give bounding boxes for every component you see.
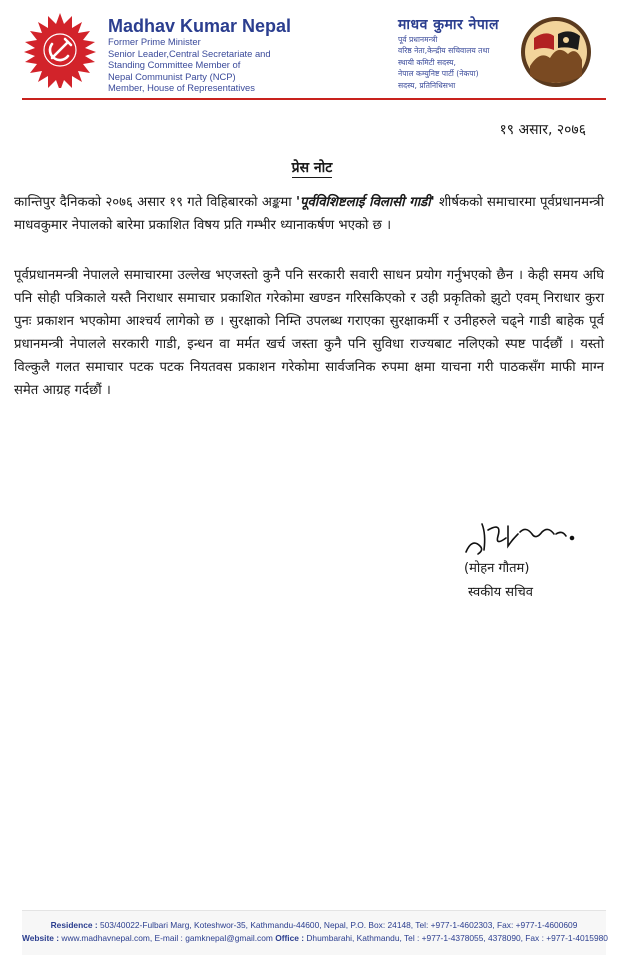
title-line-nepali: स्थायी कमिटी सदस्य, (398, 57, 456, 67)
website-label: Website : (22, 933, 60, 943)
title-line-nepali: सदस्य, प्रतिनिधिसभा (398, 80, 456, 90)
letterhead-nepali (398, 16, 518, 91)
title-line: Nepal Communist Party (NCP) (108, 70, 236, 82)
paragraph-1 (14, 191, 604, 237)
footer-residence (22, 919, 606, 932)
letterhead-english (108, 16, 348, 94)
signature-icon (462, 516, 582, 558)
title-line-nepali: नेपाल कम्युनिष्ट पार्टी (नेकपा) (398, 69, 479, 79)
footer (22, 910, 606, 955)
office-address: Dhumbarahi, Kathmandu, Tel : +977-1-4378055, 4378090, Fax : +977-1-4015980 (304, 933, 608, 943)
title-line-nepali: वरिष्ठ नेता,केन्द्रीय सचिवालय तथा (398, 46, 490, 56)
residence-label: Residence : (50, 920, 98, 930)
office-label: Office : (275, 933, 305, 943)
signatory-role: स्वकीय सचिव (468, 585, 533, 600)
paragraph-2: पूर्वप्रधानमन्त्री नेपालले समाचारमा उल्लेख भएजस्तो कुनै पनि सरकारी सवारी साधन प्रयोग गर्नुभएको छैन । केही समय अघि पनि सोही पत्रिकाले यस्तै निराधार समाचार प्रकाशित गरेकोमा खण्डन गरिसकिएको र उही प्रकृतिको झुटो एवम् निराधार कुरा पुनः प्रकाशन भएकोमा आश्चर्य लागेको छ । सुरक्षाको निम्ति उपलब्ध गराएका सुरक्षाकर्मी र उनीहरुले चढ्ने गाडी बाहेक पूर्व प्रधानमन्त्री नेपालले सरकारी गाडी, इन्धन वा मर्मत खर्च जस्ता कुनै पनि सुविधा राज्यबाट नलिएको स्पष्ट पार्दछौं । यस्तो विल्कुलै गलत समाचार पटक पटक नियतवस प्रकाशन गरेकोमा सार्वजनिक रुपमा क्षमा याचना गरी पाठकसँग माफी माग्न समेत आग्रह गर्दछौं । (14, 268, 604, 398)
document-title (0, 158, 624, 177)
signatory-name: (मोहन गौतम) (464, 561, 530, 576)
title-line: Member, House of Representatives (108, 82, 255, 94)
title-line: Former Prime Minister (108, 36, 201, 47)
news-headline: 'पूर्वविशिष्टलाई विलासी गाडी' (295, 195, 435, 210)
document-title-text: प्रेस नोट (291, 160, 333, 176)
letterhead (0, 0, 624, 100)
name-nepali: माधव कुमार नेपाल (398, 17, 499, 33)
title-line: Standing Committee Member of (108, 59, 241, 71)
party-emblem-icon (22, 12, 98, 88)
email-link[interactable]: gamknepal@gmail.com (185, 933, 273, 943)
title-line: Senior Leader,Central Secretariate and (108, 47, 271, 59)
paragraph-1-end: शीर्षकको समाचारमा पूर्वप्रधानमन्त्री माधवकुमार नेपालको बारेमा प्रकाशित विषय प्रति गम्भीर ध्यानाकर्षण भएको छ । (14, 195, 604, 233)
name-english: Madhav Kumar Nepal (108, 16, 292, 36)
footer-contact (22, 932, 606, 945)
header-divider (22, 98, 606, 100)
paragraph-1-start: कान्तिपुर दैनिकको २०७६ असार १९ गते विहिबारको अङ्कमा (14, 195, 296, 210)
date: १९ असार, २०७६ (499, 122, 586, 138)
title-line-nepali: पूर्व प्रधानमन्त्री (398, 35, 438, 44)
portrait-logo-icon (520, 16, 592, 88)
website-link[interactable]: www.madhavnepal.com, E-mail : (59, 933, 186, 943)
residence-address: 503/40022-Fulbari Marg, Koteshwor-35, Kathmandu-44600, Nepal, P.O. Box: 24148, Tel: +977-1-4602303, Fax: +977-1-4600609 (97, 920, 578, 930)
